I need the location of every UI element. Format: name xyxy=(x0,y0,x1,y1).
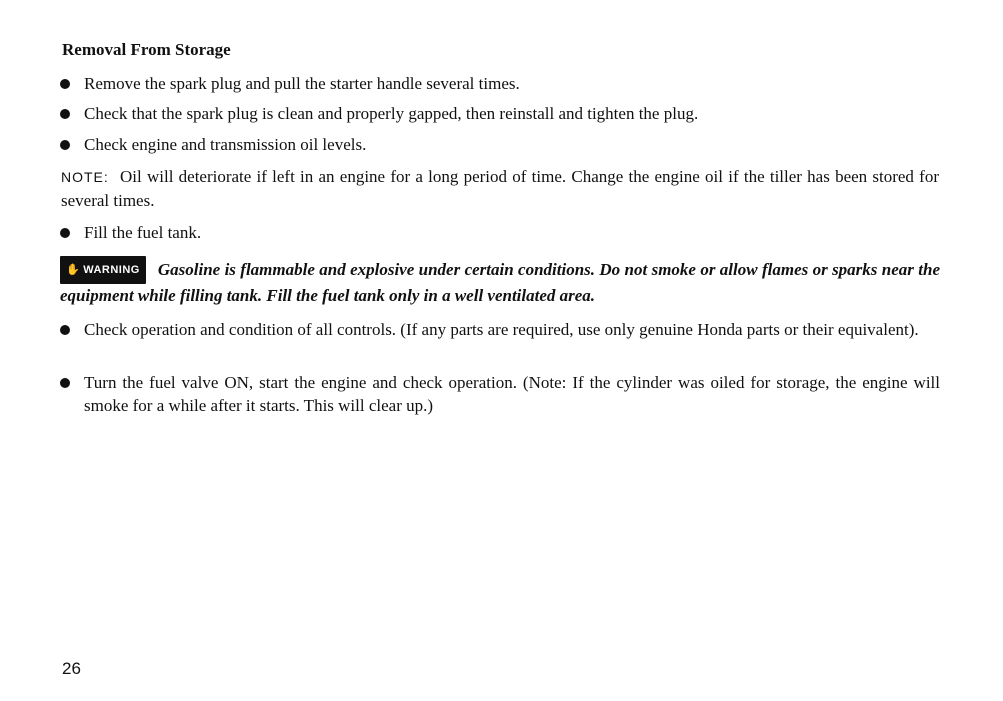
list-item-text: Remove the spark plug and pull the starter handle several times. xyxy=(84,74,520,93)
warning-text: Gasoline is flammable and explosive under certain conditions. Do not smoke or allow flames or sparks near the equipment while filling tank. Fill the fuel tank only in a well ventilated area. xyxy=(60,260,940,305)
hand-warning-icon: ✋ xyxy=(66,264,81,276)
bullet-icon xyxy=(60,109,70,119)
bullet-icon xyxy=(60,79,70,89)
warning-badge xyxy=(60,256,146,284)
list-item-text: Turn the fuel valve ON, start the engine and check operation. (Note: If the cylinder was oiled for storage, the engine will smoke for a while after it starts. This will clear up.) xyxy=(84,373,940,415)
bullet-icon xyxy=(60,140,70,150)
page-number: 26 xyxy=(62,659,81,678)
warning-badge-label: WARNING xyxy=(83,264,140,276)
bullet-icon xyxy=(60,325,70,335)
note-paragraph xyxy=(61,165,939,212)
list-item xyxy=(60,72,940,95)
note-label: NOTE: xyxy=(61,169,109,185)
list-item-text: Check that the spark plug is clean and properly gapped, then reinstall and tighten the plug. xyxy=(84,104,699,123)
list-item xyxy=(60,221,940,244)
list-item xyxy=(60,133,940,156)
bullet-icon xyxy=(60,378,70,388)
section-heading: Removal From Storage xyxy=(62,40,231,59)
note-text: Oil will deteriorate if left in an engine for a long period of time. Change the engine oil if the tiller has been stored for several times. xyxy=(61,167,939,210)
list-item-text: Check engine and transmission oil levels. xyxy=(84,135,367,154)
list-item xyxy=(60,102,940,125)
warning-block xyxy=(60,256,940,308)
list-item xyxy=(60,371,940,417)
list-item-text: Check operation and condition of all controls. (If any parts are required, use only genuine Honda parts or their equivalent). xyxy=(84,320,919,339)
list-item xyxy=(60,318,940,341)
list-item-text: Fill the fuel tank. xyxy=(84,223,202,242)
bullet-icon xyxy=(60,228,70,238)
